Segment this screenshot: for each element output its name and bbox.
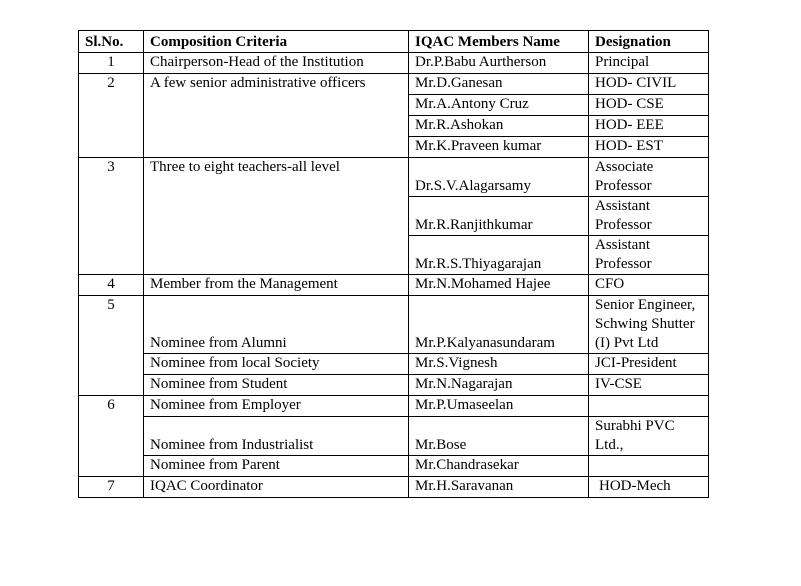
designation-cell: Surabhi PVC Ltd., (589, 417, 709, 456)
designation-cell: HOD-Mech (589, 477, 709, 498)
designation-cell: IV-CSE (589, 375, 709, 396)
table-row (79, 275, 709, 296)
member-name-cell: Mr.R.Ranjithkumar (409, 197, 589, 236)
member-name-cell: Mr.R.Ashokan (409, 116, 589, 137)
sl-no-cell: 5 (79, 296, 144, 396)
member-name-cell: Mr.A.Antony Cruz (409, 95, 589, 116)
table-row (79, 456, 709, 477)
criteria-cell: IQAC Coordinator (144, 477, 409, 498)
member-name-cell: Mr.N.Nagarajan (409, 375, 589, 396)
designation-cell: HOD- EEE (589, 116, 709, 137)
designation-cell: HOD- CIVIL (589, 74, 709, 95)
sl-no-cell: 1 (79, 53, 144, 74)
criteria-cell: Nominee from Alumni (144, 296, 409, 354)
criteria-cell: Chairperson-Head of the Institution (144, 53, 409, 74)
sl-no-cell: 7 (79, 477, 144, 498)
table-row (79, 477, 709, 498)
sl-no-cell: 3 (79, 158, 144, 275)
table-row (79, 396, 709, 417)
table-row (79, 354, 709, 375)
member-name-cell: Mr.Chandrasekar (409, 456, 589, 477)
table-header-row (79, 31, 709, 53)
designation-cell: Assistant Professor (589, 197, 709, 236)
member-name-cell: Mr.S.Vignesh (409, 354, 589, 375)
header-designation: Designation (589, 31, 709, 53)
designation-cell (589, 396, 709, 417)
designation-cell: HOD- EST (589, 137, 709, 158)
member-name-cell: Mr.D.Ganesan (409, 74, 589, 95)
member-name-cell: Mr.K.Praveen kumar (409, 137, 589, 158)
designation-cell: Senior Engineer, Schwing Shutter (I) Pvt Ltd (589, 296, 709, 354)
table-row (79, 74, 709, 95)
iqac-members-table (78, 30, 709, 498)
criteria-cell: Nominee from Student (144, 375, 409, 396)
criteria-cell: Nominee from Industrialist (144, 417, 409, 456)
criteria-cell: A few senior administrative officers (144, 74, 409, 158)
header-composition-criteria: Composition Criteria (144, 31, 409, 53)
criteria-cell: Three to eight teachers-all level (144, 158, 409, 275)
designation-cell: Principal (589, 53, 709, 74)
designation-cell: HOD- CSE (589, 95, 709, 116)
table-row (79, 53, 709, 74)
sl-no-cell: 4 (79, 275, 144, 296)
designation-cell: Assistant Professor (589, 236, 709, 275)
member-name-cell: Dr.P.Babu Aurtherson (409, 53, 589, 74)
criteria-cell: Nominee from local Society (144, 354, 409, 375)
sl-no-cell: 6 (79, 396, 144, 477)
criteria-cell: Nominee from Employer (144, 396, 409, 417)
member-name-cell: Mr.H.Saravanan (409, 477, 589, 498)
header-sl-no: Sl.No. (79, 31, 144, 53)
designation-cell: JCI-President (589, 354, 709, 375)
designation-cell (589, 456, 709, 477)
sl-no-cell: 2 (79, 74, 144, 158)
member-name-cell: Mr.R.S.Thiyagarajan (409, 236, 589, 275)
table-row (79, 296, 709, 354)
table-row (79, 417, 709, 456)
member-name-cell: Dr.S.V.Alagarsamy (409, 158, 589, 197)
member-name-cell: Mr.Bose (409, 417, 589, 456)
member-name-cell: Mr.N.Mohamed Hajee (409, 275, 589, 296)
table-row (79, 158, 709, 197)
criteria-cell: Nominee from Parent (144, 456, 409, 477)
header-members-name: IQAC Members Name (409, 31, 589, 53)
table-row (79, 375, 709, 396)
member-name-cell: Mr.P.Umaseelan (409, 396, 589, 417)
designation-cell: Associate Professor (589, 158, 709, 197)
criteria-cell: Member from the Management (144, 275, 409, 296)
member-name-cell: Mr.P.Kalyanasundaram (409, 296, 589, 354)
designation-cell: CFO (589, 275, 709, 296)
